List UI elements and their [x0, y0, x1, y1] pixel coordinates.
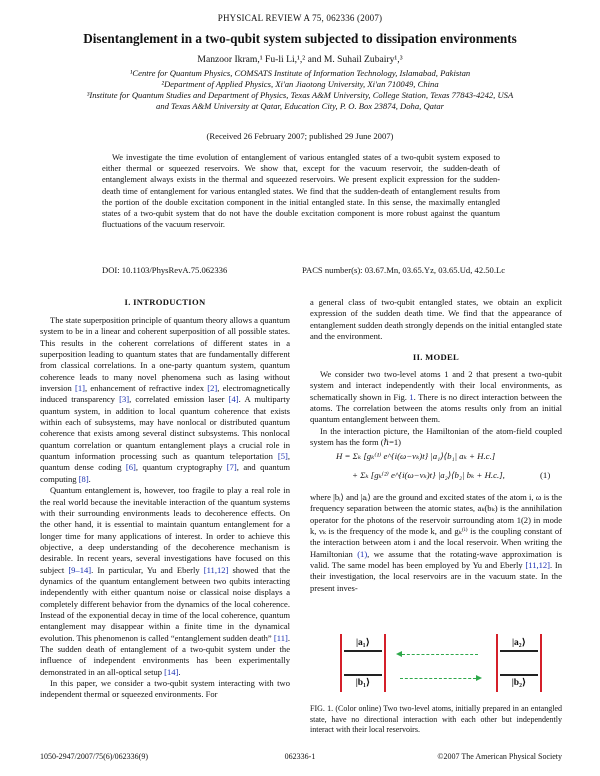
- atom-1-left-wall: [340, 634, 342, 692]
- doi-link[interactable]: DOI: 10.1103/PhysRevA.75.062336: [102, 265, 228, 275]
- figure-1: [322, 632, 562, 696]
- equation-number: (1): [540, 470, 551, 480]
- right-column-top: [310, 297, 562, 342]
- intro-paragraph-2: Quantum entanglement is, however, too fragile to play a real role in the real world because the inevitable interaction of the quantum systems with their surrounding environments leads to decoherence effects. On the other hand, it is essential to maintain quantum entanglement for a longer time for many applications of interest. In order to achieve this objective, a deep understanding of the decoherence mechanism is desirable. In recent years, several investigations have focused on this subject [9–14]. In particular, Yu and Eberly [11,12] showed that the dynamics of the quantum entanglement between two qubits interacting independently with either quantum noise or classical noise displays a completely different behavior from the dynamics of the local coherence. Instead of the exponential decay in time of the local coherence, quantum entanglement may disappear within a finite time in the dynamical evolution. This phenomenon is called “entanglement sudden death” [11]. The sudden death of entanglement of a two-qubit system under the influence of independent environments has been experimentally demonstrated in an all-optical setup [14].: [40, 485, 290, 677]
- atom-1-lower-label: |b₁⟩: [355, 678, 371, 688]
- citation-link[interactable]: [5]: [277, 451, 288, 462]
- citation-link[interactable]: [1]: [75, 383, 86, 394]
- atom-1-right-wall: [384, 634, 386, 692]
- atom-2: [496, 634, 542, 692]
- equation-line-2: + Σₖ [gₖ⁽²⁾ e^{i(ω−νₖ)t} |a₂⟩⟨b₂| bₖ + H.c.],: [352, 470, 505, 480]
- arrow-right-icon: [476, 675, 482, 681]
- intro-paragraph-1: The state superposition principle of quantum theory allows a quantum system to be in a linear and coherent superposition of all possible states. This results in the coherent correlations of different states in a superposition leading to quantum states that are fundamentally different from classical correlations. In a one-party quantum system, quantum coherence leads to many novel phenomena such as lasing without inversion [1], enhancement of refractive index [2], electromagnetically induced transparency [3], correlated emission laser [4]. A multiparty quantum system, in addition to local quantum coherence that exists within each of subsystems, may have nonlocal or distributed quantum coherence that exists among several distinct subsystems. This nonlocal quantum correlation or quantum entanglement plays a crucial role in quantum information processing such as quantum teleportation [5], quantum dense coding [6], quantum cryptography [7], and quantum computing [8].: [40, 315, 291, 484]
- equation-link[interactable]: (1): [357, 548, 368, 559]
- arrow-left-icon: [396, 651, 402, 657]
- footer-copyright: ©2007 The American Physical Society: [437, 752, 562, 761]
- atom-2-upper-level: [500, 650, 538, 652]
- intro-paragraph-cont: a general class of two-qubit entangled states, we obtain an explicit expression of the sudden death time. We find that the appearance of entanglement sudden death strongly depends on the initial entangled state and the environment.: [310, 297, 562, 342]
- model-paragraph-2: In the interaction picture, the Hamiltonian of the atom-field coupled system has the form (ℏ=1): [310, 425, 562, 448]
- coupling-arrow-bottom: [400, 678, 476, 679]
- citation-link[interactable]: [8]: [78, 473, 89, 484]
- atom-2-lower-level: [500, 674, 538, 676]
- citation-link[interactable]: [7]: [226, 462, 237, 473]
- citation-link[interactable]: [2]: [207, 383, 218, 394]
- paper-title: Disentanglement in a two-qubit system subjected to dissipation environments: [83, 31, 517, 46]
- journal-header: PHYSICAL REVIEW A 75, 062336 (2007): [217, 13, 383, 23]
- model-paragraphs: [310, 369, 562, 448]
- page-number: 062336-1: [284, 752, 316, 761]
- model-paragraph-1: We consider two two-level atoms 1 and 2 that present a two-qubit system and interact independently with their local environments, as schematically shown in Fig. 1. There is no direct interaction between the atoms. The correlation between the atoms results only from an initial quantum entanglement between them.: [310, 369, 562, 425]
- atom-1-lower-level: [344, 674, 382, 676]
- figure-link[interactable]: 1: [409, 391, 414, 402]
- affiliation-3-cont: and Texas A&M University at Qatar, Education City, P. O. Box 23874, Doha, Qatar: [156, 101, 444, 111]
- citation-link[interactable]: [14]: [164, 666, 179, 677]
- pacs-numbers: PACS number(s): 03.67.Mn, 03.65.Yz, 03.65.Ud, 42.50.Lc: [302, 265, 506, 275]
- atom-1-upper-label: |a₁⟩: [355, 638, 371, 648]
- abstract: [102, 152, 500, 230]
- model-paragraph-3-block: [310, 492, 562, 594]
- affiliation-2: ²Department of Applied Physics, Xi'an Jiaotong University, Xi'an 710049, China: [161, 79, 439, 89]
- atom-1: [340, 634, 386, 692]
- citation-link[interactable]: [11,12]: [203, 564, 229, 575]
- citation-link[interactable]: [9–14]: [68, 564, 92, 575]
- affiliation-3: ³Institute for Quantum Studies and Department of Physics, Texas A&M University, College Station, Texas 77843-4242, USA: [86, 90, 514, 100]
- section-heading-introduction: I. INTRODUCTION: [124, 297, 206, 307]
- atom-2-upper-label: |a₂⟩: [511, 638, 527, 648]
- figure-1-caption: FIG. 1. (Color online) Two two-level atoms, initially prepared in an entangled state, have no directional interaction with each other but independently interact with their local reservoirs.: [310, 704, 562, 735]
- author-list: Manzoor Ikram,¹ Fu-li Li,¹,² and M. Suhail Zubairy¹,³: [197, 54, 403, 65]
- section-heading-model: II. MODEL: [412, 352, 460, 362]
- footer-issn: 1050-2947/2007/75(6)/062336(9): [40, 752, 148, 761]
- atom-2-right-wall: [540, 634, 542, 692]
- atom-1-upper-level: [344, 650, 382, 652]
- citation-link[interactable]: [6]: [125, 462, 136, 473]
- citation-link[interactable]: [3]: [119, 394, 130, 405]
- affiliation-1: ¹Centre for Quantum Physics, COMSATS Institute of Information Technology, Islamabad, Pakistan: [129, 68, 471, 78]
- model-paragraph-3: where |bᵢ⟩ and |aᵢ⟩ are the ground and excited states of the atom i, ω is the frequency separation between the atomic states, aₖ(bₖ) is the annihilation operator for the photons of the reservoir surrounding atom 1(2) in mode k, νₖ is the frequency of the mode k, and gₖ⁽ⁱ⁾ is the coupling constant of the interaction between atom i and the local reservoir. When writing the Hamiltonian (1), we assume that the rotating-wave approximation is valid. The same model has been employed by Yu and Eberly [11,12]. In their investigation, the local reservoirs are in the vacuum state. In the present inves-: [310, 492, 562, 593]
- abstract-text: We investigate the time evolution of entanglement of various entangled states of a two-qubit system exposed to either thermal or squeezed reservoirs. We show that, except for the vacuum reservoir, the sudden-death of entanglement always exists in the thermal and squeezed reservoirs. We present explicit expression for the sudden-death time of entanglement for various entangled states. We find that the sudden-death of entanglement results from the portion of the double excitation component in the initial entangled state. In this sense, the maximally entangled states of a two-qubit system that do not have the double excitation component is more robust against the quantum fluctuations of the vacuum reservoir.: [102, 153, 500, 230]
- atom-2-left-wall: [496, 634, 498, 692]
- received-date: (Received 26 February 2007; published 29 June 2007): [206, 131, 394, 141]
- citation-link[interactable]: [11,12]: [525, 560, 550, 571]
- intro-paragraph-3: In this paper, we consider a two-qubit system interacting with two independent thermal or squeezed environments. For: [40, 678, 290, 700]
- left-column: [40, 315, 290, 701]
- citation-link[interactable]: [11]: [273, 632, 288, 643]
- atom-2-lower-label: |b₂⟩: [511, 678, 527, 688]
- coupling-arrow-top: [402, 654, 478, 655]
- citation-link[interactable]: [4]: [228, 394, 239, 405]
- equation-line-1: H = Σₖ [gₖ⁽¹⁾ e^{i(ω−νₖ)t} |a₁⟩⟨b₁| aₖ + H.c.]: [336, 451, 496, 461]
